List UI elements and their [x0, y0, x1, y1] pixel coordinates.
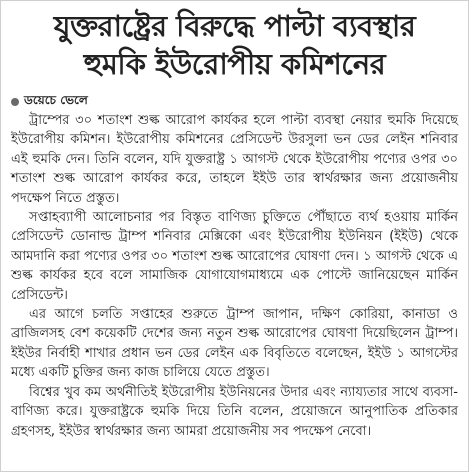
paragraph-2: সপ্তাহব্যাপী আলোচনার পর বিস্তৃত বাণিজ্য চুক্তিতে পৌঁছাতে ব্যর্থ হওয়ায় মার্কিন প্রেসিডেন্ট ডোনাল্ড ট্রাম্প শনিবার মেক্সিকো এবং ইউরোপীয় ইউনিয়ন (ইইউ) থেকে আমদানি করা পণ্যের ওপর ৩০ শতাংশ শুল্ক আরোপের ঘোষণা দেন। ১ আগস্ট থেকে এ শুল্ক কার্যকর হবে বলে সামাজিক যোগাযোগমাধ্যমে এক পোস্টে জানিয়েছেন মার্কিন প্রেসিডেন্ট। — [11, 210, 458, 303]
paragraph-4: বিশ্বের খুব কম অর্থনীতিই ইউরোপীয় ইউনিয়নের উদার এবং ন্যায্যতার সাথে ব্যবসা- বাণিজ্য করে। যুক্তরাষ্ট্রকে হুমকি দিয়ে তিনি বলেন, প্রয়োজনে আনুপাতিক প্রতিকার গ্রহণসহ, ইইউর স্বার্থরক্ষার জন্য আমরা প্রয়োজনীয় সব পদক্ষেপ নেবো। — [11, 384, 458, 439]
byline-source: ডয়েচে ভেলে — [24, 93, 88, 107]
paragraph-3: এর আগে চলতি সপ্তাহের শুরুতে ট্রাম্প জাপান, দক্ষিণ কোরিয়া, কানাডা ও ব্রাজিলসহ বেশ কয়েকটি দেশের জন্য নতুন শুল্ক আরোপের ঘোষণা দিয়েছিলেন ট্রাম্প। ইইউর নির্বাহী শাখার প্রধান ভন ডের লেইন এক বিবৃতিতে বলেছেন, ইইউ ১ আগস্টের মধ্যে একটি চুক্তির জন্য কাজ চালিয়ে যেতে প্রস্তুত। — [11, 307, 458, 381]
paragraph-1: ট্রাম্পের ৩০ শতাংশ শুল্ক আরোপ কার্যকর হলে পাল্টা ব্যবস্থা নেয়ার হুমকি দিয়েছে ইউরোপীয় কমিশন। ইউরোপীয় কমিশনের প্রেসিডেন্ট উরসুলা ভন ডের লেইন শনিবার এই হুমকি দেন। তিনি বলেন, যদি যুক্তরাষ্ট্র ১ আগস্ট থেকে ইউরোপীয় পণ্যের ওপর ৩০ শতাংশ শুল্ক আরোপ কার্যকর করে, তাহলে ইইউ তার স্বার্থরক্ষার জন্য প্রয়োজনীয় পদক্ষেপ নিতে প্রস্তুত। — [11, 113, 458, 206]
byline — [11, 95, 468, 109]
headline-line-1: যুক্তরাষ্ট্রের বিরুদ্ধে পাল্টা ব্যবস্থার — [53, 9, 416, 43]
headline — [1, 1, 468, 83]
bullet-icon — [11, 98, 19, 106]
article-body — [1, 109, 468, 441]
headline-line-2: হুমকি ইউরোপীয় কমিশনের — [83, 47, 386, 81]
